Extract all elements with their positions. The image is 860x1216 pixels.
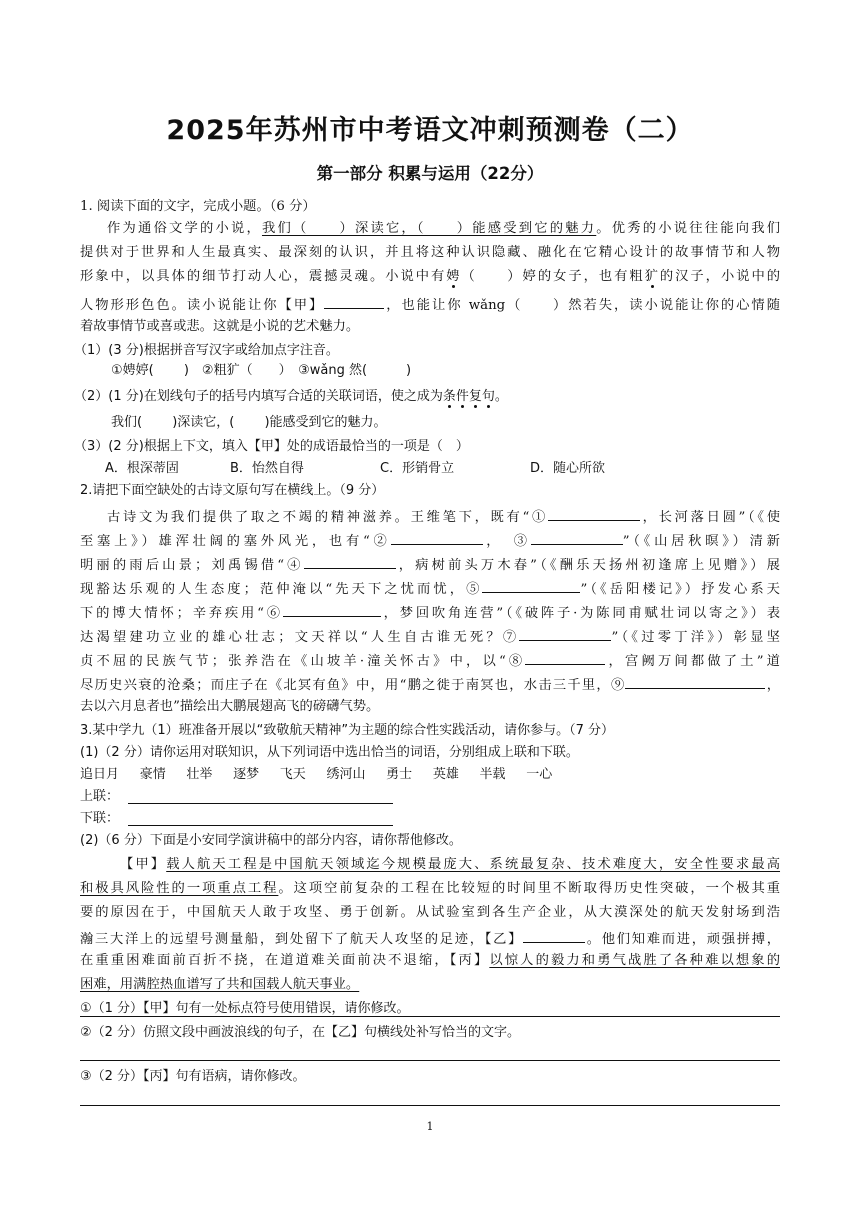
word: 勇士 <box>386 767 413 782</box>
text: 至塞上》）雄浑壮阔的塞外风光，也有“② <box>80 534 391 549</box>
word: 豪情 <box>139 767 166 782</box>
blank-3[interactable] <box>531 530 623 545</box>
word: 半载 <box>479 767 506 782</box>
q3-word-list <box>80 766 780 784</box>
text: ，长河落日圆”（《使 <box>639 510 780 525</box>
blank-jia[interactable] <box>324 294 384 309</box>
choice-d[interactable]: D．随心所欲 <box>530 461 606 476</box>
blank-5[interactable] <box>482 578 580 593</box>
blank-6[interactable] <box>283 602 381 617</box>
text: ，梦回吹角连营”（《破阵子·为陈同甫赋壮词以寄之》）表 <box>380 606 780 621</box>
text: ”（《岳阳楼记》）抒发心系天 <box>580 582 780 597</box>
text: 。优秀的小说往往能向我们 <box>596 221 781 236</box>
underlined-bing: 以惊人的毅力和勇气战胜了各种难以想象的 <box>489 953 780 968</box>
text: ， <box>765 678 781 693</box>
blank-4[interactable] <box>304 554 396 569</box>
word: 绣河山 <box>326 767 366 782</box>
dotted-char-guang: 犷 <box>644 269 660 284</box>
word: 英雄 <box>432 767 459 782</box>
text: 古诗文为我们提供了取之不竭的精神滋养。王维笔下，既有“① <box>107 510 548 525</box>
q3-passage-line-5 <box>80 952 780 970</box>
q2-heading: 2.请把下面空缺处的古诗文原句写在横线上。（9 分） <box>80 483 385 498</box>
q2-line-4 <box>80 578 780 599</box>
text: 【甲】 <box>120 857 167 872</box>
text: 尽历史兴衰的沧桑；而庄子在《北冥有鱼》中，用“鹏之徙于南冥也，水击三千里，⑨ <box>80 678 626 693</box>
blank-8[interactable] <box>525 650 605 665</box>
q2-line-1 <box>80 506 780 527</box>
text: 。 <box>494 389 508 404</box>
word: 追日月 <box>80 767 120 782</box>
dotted-term: 条件复句 <box>442 389 495 404</box>
text: ， ③ <box>482 534 531 549</box>
underlined-bing-end: 困难，用满腔热血谱写了共和国载人航天事业。 <box>80 977 360 992</box>
underlined-jia-end: 和极具风险性的一项重点工程 <box>80 881 279 896</box>
text: ”（《过零丁洋》）彰显坚 <box>611 630 780 645</box>
text: 下的博大情怀；辛弃疾用“⑥ <box>80 606 283 621</box>
dotted-char-ping: 娉 <box>446 269 462 284</box>
word: 壮举 <box>186 767 213 782</box>
lower-couplet-label: 下联： <box>80 811 120 826</box>
q1-passage-line-1 <box>80 220 780 238</box>
text: 贞不屈的民族气节；张养浩在《山坡羊·潼关怀古》中，以“⑧ <box>80 654 526 669</box>
text: 。这项空前复杂的工程在比较短的时间里不断取得历史性突破，一个极其重 <box>278 881 781 896</box>
section-title: 第一部分 积累与运用（22分） <box>316 164 544 183</box>
q1-passage-line-5: 着故事情节或喜或悲。这就是小说的艺术魅力。 <box>80 319 360 334</box>
text: （2）(1 分)在划线句子的括号内填写合适的关联词语，使之成为 <box>74 389 443 404</box>
q1-sub3: （3）(2 分)根据上下文，填入【甲】处的成语最恰当的一项是（ ） <box>74 439 469 454</box>
text: 瀚三大洋上的远望号测量船，到处留下了航天人攻坚的足迹，【乙】 <box>80 932 524 947</box>
q1-sub2-sentence: 我们( )深读它，( )能感受到它的魅力。 <box>111 415 387 430</box>
blank-yi[interactable] <box>523 928 585 943</box>
q1-choices <box>105 460 805 478</box>
text: 达渴望建功立业的雄心壮志；文天祥以“人生自古谁无死？⑦ <box>80 630 520 645</box>
text: （ ）婷的女子，也有粗 <box>461 269 645 284</box>
page-number: 1 <box>426 1120 434 1133</box>
q2-line-8 <box>80 674 780 695</box>
q3-heading: 3.某中学九（1）班准备开展以“致敬航天精神”为主题的综合性实践活动，请你参与。（7 分） <box>80 723 615 738</box>
blank-7[interactable] <box>519 626 611 641</box>
q1-sub1: （1）(3 分)根据拼音写汉字或给加点字注音。 <box>74 343 339 358</box>
text: 。他们知难而进，顽强拼搏， <box>585 932 781 947</box>
q2-line-6 <box>80 626 780 647</box>
text: 明丽的雨后山景；刘禹锡借“④ <box>80 558 304 573</box>
q3-sub2: (2)（6 分）下面是小安同学演讲稿中的部分内容，请你帮他修改。 <box>80 833 462 848</box>
q3-passage-line-6 <box>80 976 780 994</box>
q3-passage-line-4 <box>80 928 780 949</box>
text: ，也能让你 wǎng（ ）然若失，读小说能让你的心情随 <box>384 298 780 313</box>
q1-passage-line-2: 提供对于世界和人生最真实、最深刻的认识，并且将这种认识隐藏、融化在它精心设计的故事情节和人物 <box>80 245 780 260</box>
text: 的汉子，小说中的 <box>659 269 781 284</box>
q1-passage-line-4 <box>80 294 780 315</box>
text: 形象中，以具体的细节打动人心，震撼灵魂。小说中有 <box>80 269 447 284</box>
blank-1[interactable] <box>548 506 640 521</box>
word: 一心 <box>526 767 553 782</box>
text: ，宫阙万间都做了土”道 <box>605 654 780 669</box>
text: 现豁达乐观的人生态度；范仲淹以“先天下之忧而忧，⑤ <box>80 582 483 597</box>
text: 作为通俗文学的小说， <box>107 221 262 236</box>
text: ，病树前头万木春”（《酬乐天扬州初逢席上见赠》）展 <box>395 558 780 573</box>
exam-title: 2025年苏州市中考语文冲刺预测卷（二） <box>166 115 694 146</box>
text: 在重重困难面前百折不挠，在道道难关面前决不退缩，【丙】 <box>80 953 490 968</box>
answer-line-2[interactable] <box>80 1060 780 1061</box>
q3-passage-line-1 <box>80 856 780 874</box>
upper-couplet-line[interactable] <box>128 803 393 804</box>
underlined-sentence: 我们（ ）深读它，（ ）能感受到它的魅力 <box>261 221 597 236</box>
q3-task-1: ①（1 分）【甲】句有一处标点符号使用错误，请你修改。 <box>80 1001 410 1016</box>
underlined-jia: 载人航天工程是中国航天领域迄今规模最庞大、系统最复杂、技术难度大，安全性要求最高 <box>166 857 781 872</box>
q1-passage-line-3 <box>80 268 780 286</box>
blank-2[interactable] <box>391 530 483 545</box>
q1-heading: 1. 阅读下面的文字，完成小题。（6 分） <box>80 199 316 214</box>
choice-a[interactable]: A．根深蒂固 <box>105 461 179 476</box>
word: 逐梦 <box>233 767 260 782</box>
q2-line-9: 去以六月息者也”描绘出大鹏展翅高飞的磅礴气势。 <box>80 699 380 714</box>
answer-line-1[interactable] <box>80 1016 780 1017</box>
word: 飞天 <box>279 767 306 782</box>
text: 人物形形色色。读小说能让你【甲】 <box>80 298 325 313</box>
choice-b[interactable]: B．怡然自得 <box>230 461 304 476</box>
q3-passage-line-2 <box>80 880 780 898</box>
q2-line-5 <box>80 602 780 623</box>
text: ”（《山居秋暝》）清新 <box>622 534 780 549</box>
q3-passage-line-3: 要的原因在于，中国航天人敢于攻坚、勇于创新。从试验室到各生产企业，从大漠深处的航天发射场到浩 <box>80 905 780 920</box>
q1-sub2 <box>74 388 774 406</box>
lower-couplet-line[interactable] <box>128 825 393 826</box>
q2-line-3 <box>80 554 780 575</box>
q3-task-3: ③（2 分）【丙】句有语病，请你修改。 <box>80 1069 306 1084</box>
q2-line-2 <box>80 530 780 551</box>
q1-sub1-options: ①娉婷( ) ②粗犷（ ） ③wǎng 然( ) <box>111 363 412 378</box>
upper-couplet-label: 上联： <box>80 789 120 804</box>
blank-9[interactable] <box>625 674 765 689</box>
choice-c[interactable]: C．形销骨立 <box>380 461 455 476</box>
answer-line-3[interactable] <box>80 1105 780 1106</box>
q3-task-2: ②（2 分）仿照文段中画波浪线的句子，在【乙】句横线处补写恰当的文字。 <box>80 1025 521 1040</box>
q2-line-7 <box>80 650 780 671</box>
q3-sub1: (1)（2 分）请你运用对联知识，从下列词语中选出恰当的词语，分别组成上联和下联。 <box>80 745 579 760</box>
